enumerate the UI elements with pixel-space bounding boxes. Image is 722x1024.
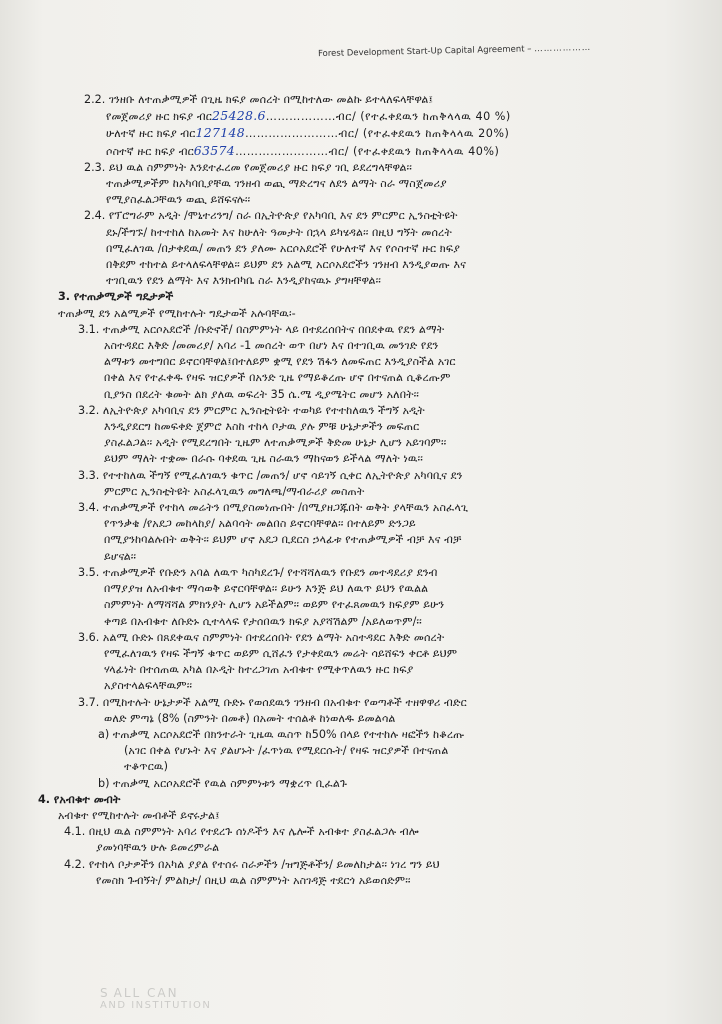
line-text: በቅደም ተከተል ይተላለፍላቸዋል፡፡ ይህም ደን አልሚ አርሶአደሮችን ገንዘብ እንዲያወጡ እና (106, 258, 467, 272)
line-text: (አገር በቀል የሆኑት እና ያልሆኑት /ፈጥነዉ የሚደርሱት/ የዛፍ ዝርያዎች በተናጠል (124, 744, 449, 758)
text-line (0, 646, 722, 662)
line-text: a) ተጠቃሚ አርሶአደሮች በክንተራት ጊዜዉ ዉስጥ ከ50% በላይ የተተከሉ ዛፎችን ከቆረጡ (98, 727, 465, 741)
faded-stamp (100, 986, 400, 1020)
line-tail: ……………………ብር/ (የተፈቀደዉን ከጠቅላላዉ 40%) (235, 144, 500, 158)
text-line (0, 143, 722, 160)
line-text: 3.4. ተጠቃሚዎች የተከላ መሬትን በሚያስመነጡበት /በሚያዘጋጁበት ወቅት ያላቸዉን አስፈላጊ (78, 501, 469, 515)
text-line (0, 322, 722, 338)
text-line (0, 370, 722, 386)
text-line (0, 873, 722, 889)
text-line (0, 597, 722, 613)
line-text: 3.2. ለኢትዮጵያ አካባቢና ደን ምርምር ኢንስቲትዩት ተወካይ የተተከለዉን ችግኝ አዲት (78, 403, 425, 417)
text-line (0, 306, 722, 322)
text-line (0, 125, 722, 142)
line-text: 3.1. ተጠቃሚ አርሶአደሮች /ቡድኖች/ በስምምነት ላይ በተደረሰበትና በበደቀዉ የደን ልማት (78, 322, 445, 336)
line-text: ደኑ/ችግኙ/ ከተተከለ ከአመት እና ከሁለት ዓመታት በኋላ ይካሄዳል፡፡ በዚህ ግኝት መሰረት (106, 225, 452, 239)
line-text: የጥንቃቄ /የአደጋ መከላከያ/ አልባሳት መልበስ ይኖርባቸዋል፡፡ በተለይም ድንጋይ (104, 517, 416, 531)
text-line (0, 468, 722, 484)
text-line (0, 354, 722, 370)
line-text: አብቁተ የሚከተሉት መብቶች ይኖሩታል፤ (58, 808, 220, 822)
stamp-line-2: AND INSTITUTION (100, 1000, 212, 1011)
line-tail: ………………ብር/ (የተፈቀደዉን ከጠቅላላዉ 40 %) (265, 110, 511, 124)
line-text: ሶስተኛ ዙር ክፍያ ብር (106, 144, 194, 158)
handwritten-amount: 127148 (195, 125, 245, 141)
line-text: እንዲያደርግ ከመፍቀድ ጀምሮ እስከ ተከላ ቦታዉ ያሉ ምቹ ሁኔታዎችን መፍጠር (104, 420, 420, 434)
text-line (0, 727, 722, 743)
text-line (0, 208, 722, 224)
line-text: ቀጣይ በአብቁተ ለቡድኑ ሲተላላፍ የታሰበዉን ክፍያ አያሻሽልም /አይለወጥም/፡፡ (104, 614, 422, 628)
line-text: ስምምነት ለማሻሻል ምክንያት ሊሆን አይችልም፡፡ ወይም የተፈጸመዉን ክፍያም ይሁን (104, 598, 445, 612)
handwritten-amount: 63574 (193, 142, 236, 158)
line-tail: ……………………ብር/ (የተፈቀደዉን ከጠቅላላዉ 20%) (245, 127, 510, 141)
line-text: 4. የአብቁተ መብት (38, 792, 121, 806)
text-line (0, 92, 722, 108)
text-line (0, 338, 722, 354)
line-text: ወለድ ምጣኔ (8% (ስምንት በመቶ) በአመት ተሰልቶ ከነወለዱ ይመልሳል (104, 711, 396, 725)
header-title: Forest Development Start-Up Capital Agreement – (317, 44, 532, 60)
text-line (0, 176, 722, 192)
text-line (0, 225, 722, 241)
text-line (0, 776, 722, 792)
text-line (0, 614, 722, 630)
line-text: ሁለተኛ ዙር ክፍያ ብር (106, 127, 196, 141)
text-line (0, 289, 722, 305)
text-line (0, 857, 722, 873)
text-line (0, 695, 722, 711)
line-text: በቀል እና የተፈቀዱ የዛፍ ዝርያዎች በአንድ ጊዜ የማይቆረጡ ሆኖ በተናጠል ሲቆረጡም (104, 371, 451, 385)
text-line (0, 257, 722, 273)
text-line (0, 500, 722, 516)
line-text: 4.1. በዚህ ዉል ስምምነት አባሪ የተደረጉ ሰነዶችን እና ሌሎች አብቁተ ያስፈልጋሉ ብሎ (64, 825, 419, 839)
text-line (0, 451, 722, 467)
line-text: በሚያንከባልሉበት ወቅት፡፡ ይህም ሆኖ አደጋ ቢደርስ ኃላፊቱ የተጠቃሚዎች ብቻ እና ብቻ (104, 533, 462, 547)
text-line (0, 435, 722, 451)
text-line (0, 160, 722, 176)
line-text: 4.2. የተከላ ቦታዎችን በአካል ያያል የተሰሩ ስራዎችን /ዝግጅቶችን/ ይመለከታል፡፡ ነገረ ግን ይህ (64, 857, 440, 871)
header-fill: ……………… (534, 42, 592, 55)
line-text: ምርምር ኢንስቲትዩት አስፈላጊዉን መግለጫ/ማብራሪያ መስጠት (104, 484, 365, 498)
line-text: ተጠቃሚ ደን አልሚዎች የሚከተሉት ግዴታወች አሉባቸዉ፡- (58, 306, 296, 320)
line-text: የመጀመሪያ ዙር ክፍያ ብር (106, 110, 212, 124)
line-text: ልማቱን መተግበር ይኖርባቸዋል፤በተለይም ቋሚ የደን ሽፋን ለመፍጠር እንዲያስችል አገር (104, 355, 456, 369)
line-text: ያመነባቸዉን ሁሉ ይመረምራል (96, 841, 220, 855)
line-text: ሃላፊነት በተሰጠዉ አካል በኦዲት ከተረጋገጠ አብቁተ የሚቀጥለዉን ዙር ክፍያ (104, 663, 414, 677)
line-text: 2.3. ይህ ዉል ስምምነት እንደተፈረመ የመጀመሪያ ዙር ክፍያ ገቢ ይደረግላቸዋል፡፡ (84, 160, 412, 174)
line-text: 3.3. የተተከለዉ ችግኝ የሚፈለገዉን ቁጥር /መጠን/ ሆኖ ሳይገኝ ሲቀር ለኢትዮጵያ አካባቢና ደን (78, 468, 463, 482)
line-text: ያስፈልጋል፡፡ አዲት የሚደረግበት ጊዜም ለተጠቃሚዎች ቅድመ ሁኔታ ሊሆን አይገባም፡፡ (104, 436, 447, 450)
document-body (0, 92, 722, 889)
text-line (0, 484, 722, 500)
text-line (0, 419, 722, 435)
page-header (318, 43, 591, 59)
text-line (0, 808, 722, 824)
text-line (0, 840, 722, 856)
text-line (0, 532, 722, 548)
text-line (0, 630, 722, 646)
text-line (0, 241, 722, 257)
text-line (0, 743, 722, 759)
text-line (0, 192, 722, 208)
line-text: ተገቢዉን የደን ልማት እና እንክብካቤ ስራ እንዲያከናዉኑ ያግዛቸዋል፡፡ (106, 274, 381, 288)
line-text: ተጠቃሚዎችም ከአካባቢያቸዉ ገንዘብ ወጪ ማድረግና ለደን ልማት ስራ ማስጀመሪያ (106, 177, 447, 191)
line-text: 3.7. በሚከተሉት ሁኔታዎች አልሚ ቡድኑ የወሰደዉን ገንዘብ በአብቁተ የወጣቶች ተዘዋዋሪ ብድር (78, 695, 467, 709)
line-text: ተቆጥርዉ) (124, 760, 168, 774)
handwritten-amount: 25428.6 (211, 108, 266, 124)
line-text: 2.2. ገንዘቡ ለተጠቃሚዎች በጊዜ ክፍያ መሰረት በሚከተለው መልኩ ይተላለፍላቸዋል፤ (84, 93, 434, 106)
text-line (0, 581, 722, 597)
text-line (0, 662, 722, 678)
text-line (0, 108, 722, 125)
line-text: b) ተጠቃሚ አርሶአደሮች የዉል ስምምነቱን ማቋረጥ ቢፈልጉ (98, 776, 348, 790)
line-text: ይህም ማለት ተቋሙ በራሱ ባቀደዉ ጊዜ ስራዉን ማከናወን ይችላል ማለት ነዉ፡፡ (104, 452, 423, 466)
line-text: ይሆናል፡፡ (104, 549, 137, 563)
text-line (0, 824, 722, 840)
text-line (0, 516, 722, 532)
text-line (0, 678, 722, 694)
text-line (0, 549, 722, 565)
text-line (0, 759, 722, 775)
stamp-line-1: S ALL CAN (100, 986, 179, 1000)
line-text: ቢያንስ በደረት ቁመት ልክ ያለዉ ወፍረት 35 ሴ.ሜ ዲያሜትር መሆን አለበት፡፡ (104, 387, 419, 401)
line-text: በሚፈለገዉ /በታቀደዉ/ መጠን ደን ያለሙ አርሶአደሮች የሁለተኛ እና የሶስተኛ ዙር ክፍያ (106, 241, 460, 255)
line-text: አያስተላልፍላቸዉም፡፡ (104, 679, 193, 693)
text-line (0, 403, 722, 419)
text-line (0, 711, 722, 727)
text-line (0, 565, 722, 581)
line-text: 3.6. አልሚ ቡድኑ በጸደቀዉና ስምምነት በተደረሰበት የደን ልማት አስተዳደር እቅድ መሰረት (78, 630, 445, 644)
text-line (0, 792, 722, 808)
line-text: 2.4. የፕሮግራም አዲት /ሞኒተሪንግ/ ስራ በኢትዮጵያ የአካባቢ እና ደን ምርምር ኢንስቲትዩት (84, 209, 458, 223)
line-text: የሚፈለገዉን የዛፍ ችግኝ ቁጥር ወይም ሲሸፈን የታቀደዉን መሬት ሳይሸፍን ቀርቶ ይህም (104, 646, 458, 660)
line-text: የሚያስፈልጋቸዉን ወጪ ይሸፍናሉ፡፡ (106, 193, 251, 207)
line-text: በማያያዝ ለአብቁተ ማሳወቅ ይኖርባቸዋል፡፡ ይሁን እንጅ ይህ ለዉጥ ይህን የዉልል (104, 582, 429, 596)
line-text: 3.5. ተጠቃሚዎች የቡድን አባል ለዉጥ ካስካደረጉ/ የተሻሻለዉን የቡደን መተዳደሪያ ደንብ (78, 565, 438, 579)
line-text: 3. የተጠቃሚዎች ግዴታዎች (58, 290, 174, 304)
line-text: አስተዳደር እቅድ /መመሪያ/ አባሪ -1 መሰረት ወጥ በሆነ እና በተገቢዉ መንገድ የደን (104, 339, 439, 353)
text-line (0, 273, 722, 289)
line-text: የመስክ ጉብኝት/ ምልከታ/ በዚህ ዉል ስምምነት አስገዳጅ ተደርጎ አይወሰድም፡፡ (96, 873, 411, 887)
text-line (0, 387, 722, 403)
